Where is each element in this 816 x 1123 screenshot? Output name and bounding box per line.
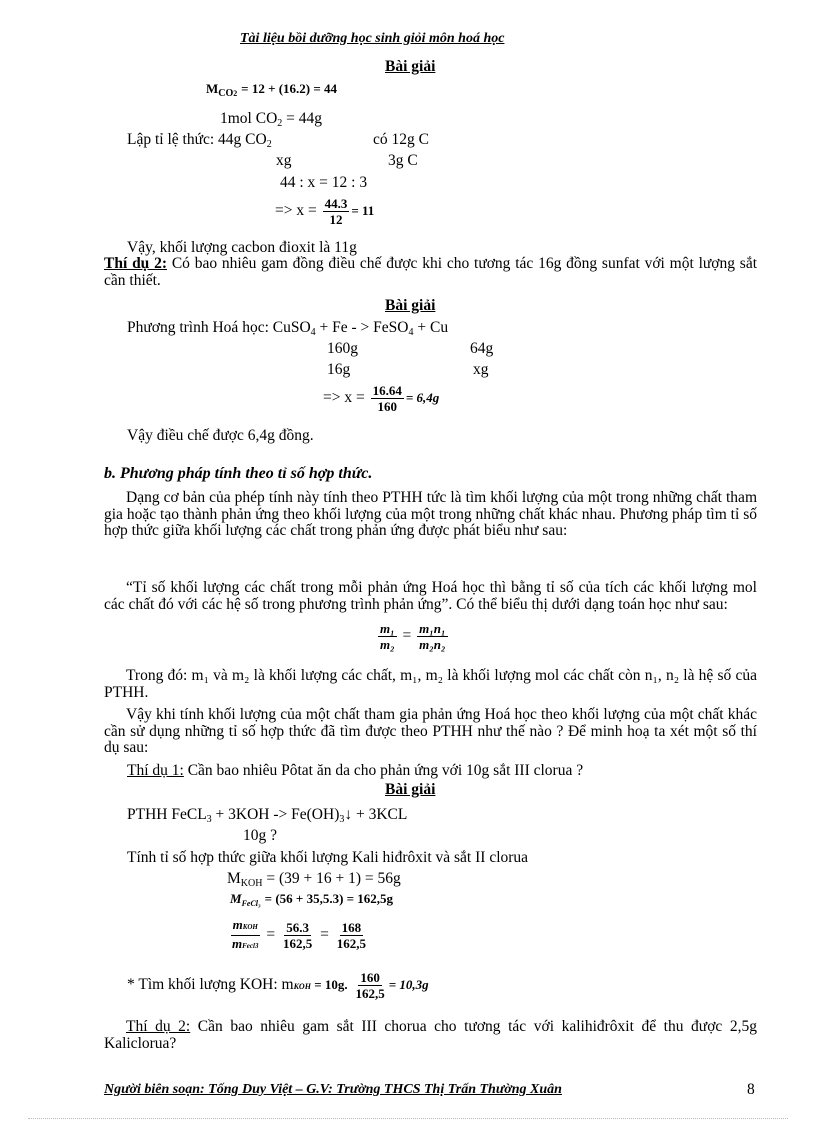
mass-x: xg xyxy=(473,361,489,378)
paragraph-4: Vậy khi tính khối lượng của một chất tham gia phản ứng Hoá học theo khối lượng của một chất khác cần sử dụng những tỉ số hợp thức đã tìm được theo PTHH như thế nào ? Để minh hoạ ta xét một số thí dụ sau: xyxy=(104,706,757,756)
mass-16: 16g xyxy=(327,361,351,378)
x-result-2: => x = $\frac{16.64}{160}$ = 6,4g xyxy=(323,383,440,414)
fraction: $\frac{\text{mKOH}}{\text{mFecl3}}$ xyxy=(232,917,259,951)
section-b-title: b. Phương pháp tính theo tỉ số hợp thức. xyxy=(104,465,373,482)
ratio-intro: Tính tỉ số hợp thức giữa khối lượng Kali hiđrôxit và sắt II clorua xyxy=(127,849,529,866)
xg-label: xg xyxy=(276,152,292,169)
solution-heading-2: Bài giải xyxy=(385,297,436,314)
mass-10g: 10g ? xyxy=(243,827,278,844)
conclusion-1: Vậy, khối lượng cacbon đioxit là 11g xyxy=(127,239,357,256)
find-koh: * Tìm khối lượng KOH: mKOH = 10g. $\frac{160}{162,5}$ = 10,3g xyxy=(127,970,429,1001)
mol-line: 1mol $CO_2 = 44g$ xyxy=(220,110,323,129)
page-header: Tài liệu bồi dưỡng học sinh giỏi môn hoá học xyxy=(240,31,505,46)
ratio-koh-fecl3: $\frac{\text{mKOH}}{\text{mFecl3}}$ = $\frac{56.3}{162,5}$ = $\frac{168}{162,5}$ xyxy=(228,917,370,954)
molar-mass-co2: $M_{CO2} = 12 + (16.2) = 44$ xyxy=(206,81,338,99)
fraction: $\frac{\text{m₁n₁}}{\text{m₂n₂}}$ xyxy=(419,621,446,652)
equation-cuso4: Phương trình Hoá học: CuSO$_4$ + Fe - > FeSO$_4$ + Cu xyxy=(127,319,449,338)
fraction: $\frac{44.3}{12}$ xyxy=(324,196,348,227)
footer-divider xyxy=(28,1118,788,1119)
mass-64: 64g xyxy=(470,340,494,357)
mass-160: 160g xyxy=(327,340,358,357)
fraction: $\frac{56.3}{162,5}$ xyxy=(282,920,313,951)
solution-heading-3: Bài giải xyxy=(385,781,436,798)
g3-label: 3g C xyxy=(388,152,418,169)
paragraph-1: Dạng cơ bản của phép tính này tính theo PTHH tức là tìm khối lượng của một trong những chất tham gia hoặc tạo thành phản ứng theo khối lượng của một trong những chất khác nhau. Phương pháp tìm tỉ số hợp thức giữa khối lượng các chất trong phản ứng được phát biểu như sau: xyxy=(104,489,757,539)
ratio-right: có 12g C xyxy=(373,131,429,148)
x-result-1: => x = $\frac{44.3}{12}$ = 11 xyxy=(275,196,375,227)
fraction: $\frac{16.64}{160}$ xyxy=(372,383,402,414)
equation-fecl3: PTHH FeCL$_3$ + $3KOH -> Fe(OH)_3↓ + 3KCL$ xyxy=(127,806,408,825)
ratio-line: Lập tỉ lệ thức: 44g $CO_2$ xyxy=(127,131,272,150)
paragraph-2: “Tỉ số khối lượng các chất trong mỗi phản ứng Hoá học thì bằng tỉ số của tích các khối lượng mol các chất đó với các hệ số trong phương trình phản ứng”. Có thể biểu thị dưới dạng toán học như sau: xyxy=(104,579,757,613)
down-arrow-icon: ↓ xyxy=(344,806,353,823)
fraction: $\frac{160}{162,5}$ xyxy=(355,970,385,1001)
conclusion-2: Vậy điều chế được 6,4g đồng. xyxy=(127,427,314,444)
solution-heading-1: Bài giải xyxy=(385,58,436,75)
fraction: $\frac{168}{162,5}$ xyxy=(336,920,366,951)
ratio-formula: $\frac{\text{m₁}}{\text{m₂}}$ = $\frac{\text{m₁n₁}}{\text{m₂n₂}}$ xyxy=(380,621,446,652)
page-footer: Người biên soạn: Tống Duy Việt – G.V: Trường THCS Thị Trấn Thường Xuân xyxy=(104,1082,562,1097)
example-2: Thí dụ 2: Có bao nhiêu gam đồng điều chế được khi cho tương tác 16g đồng sunfat với một lượng sắt cần thiết. xyxy=(104,255,757,289)
paragraph-3: Trong đó: m₁ và m₂ là khối lượng các chất, m₁, m₂ là khối lượng mol các chất còn n₁, n₂ là hệ số của PTHH. xyxy=(104,667,757,701)
molar-koh: $M_{KOH} = (39 + 16 + 1) = 56g$ xyxy=(227,870,401,889)
molar-fecl3: $M_{FeCl_3} = (56 + 35,5.3) = 162,5g$ xyxy=(230,891,394,908)
example-2b: Thí dụ 2: Cần bao nhiêu gam sắt III chorua cho tương tác với kalihiđrôxit để thu được 2,5g Kaliclorua? xyxy=(104,1018,757,1052)
page-number: 8 xyxy=(747,1081,755,1098)
fraction: $\frac{\text{m₁}}{\text{m₂}}$ xyxy=(380,621,395,652)
proportion: 44 : x = 12 : 3 xyxy=(280,174,368,191)
example-1b: Thí dụ 1: Cần bao nhiêu Pôtat ăn da cho phản ứng với 10g sắt III clorua ? xyxy=(127,762,584,779)
